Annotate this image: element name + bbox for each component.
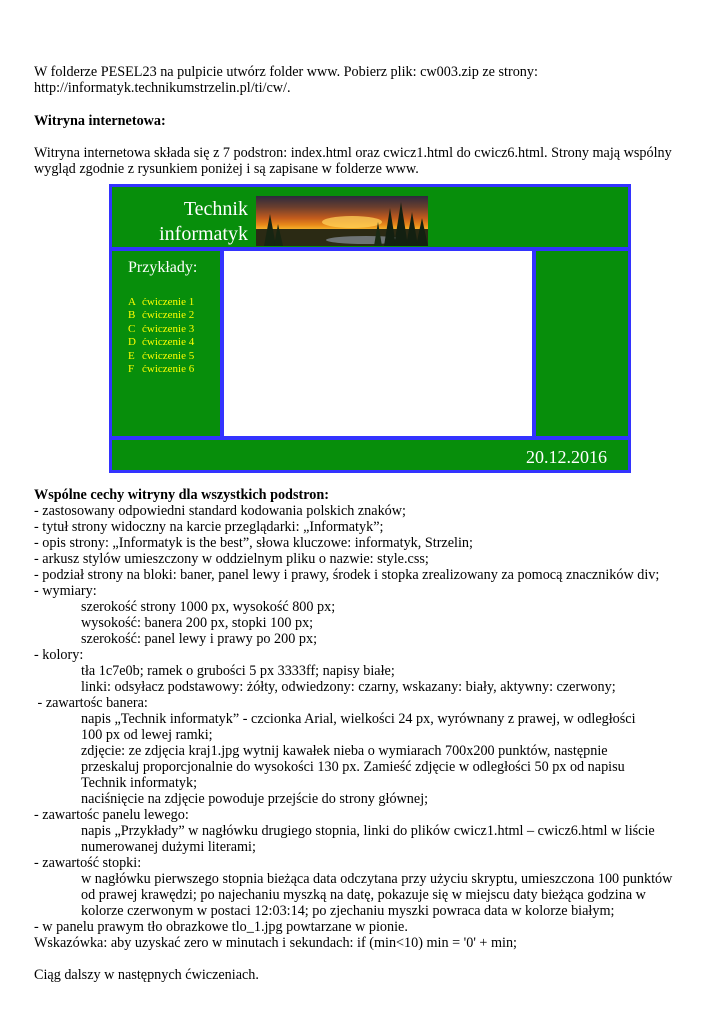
feature-line: - zawartośc panelu lewego: bbox=[34, 807, 189, 823]
feature-line: - tytuł strony widoczny na karcie przeglądarki: „Informatyk”; bbox=[34, 519, 384, 535]
feature-line: przeskaluj proporcjonalnie do wysokości 130 px. Zamieść zdjęcie w odległości 50 px od napisu bbox=[81, 759, 625, 775]
feature-line: - wymiary: bbox=[34, 583, 97, 599]
exercise-link[interactable] bbox=[128, 323, 194, 336]
sunset-forest-photo[interactable] bbox=[256, 196, 428, 246]
feature-line: - arkusz stylów umieszczony w oddzielnym pliku o nazwie: style.css; bbox=[34, 551, 429, 567]
exercise-link[interactable] bbox=[128, 296, 194, 309]
banner-title bbox=[112, 197, 248, 247]
feature-line: szerokość: panel lewy i prawy po 200 px; bbox=[81, 631, 318, 647]
hint-line: Wskazówka: aby uzyskać zero w minutach i sekundach: if (min<10) min = '0' + min; bbox=[34, 935, 517, 951]
feature-line: szerokość strony 1000 px, wysokość 800 px; bbox=[81, 599, 336, 615]
features-heading: Wspólne cechy witryny dla wszystkich podstron: bbox=[34, 487, 329, 503]
link-label: ćwiczenie 2 bbox=[142, 309, 195, 322]
footer-date[interactable]: 20.12.2016 bbox=[526, 447, 607, 467]
feature-line: - zawartośc banera: bbox=[34, 695, 148, 711]
feature-line: Technik informatyk; bbox=[81, 775, 198, 791]
feature-line: wysokość: banera 200 px, stopki 100 px; bbox=[81, 615, 314, 631]
figure-banner bbox=[109, 184, 631, 250]
link-label: ćwiczenie 5 bbox=[142, 349, 195, 362]
feature-line: 100 px od lewej ramki; bbox=[81, 727, 213, 743]
link-letter: B bbox=[128, 309, 136, 322]
feature-line: w nagłówku pierwszego stopnia bieżąca data odczytana przy użyciu skryptu, umieszczona 100 punktów bbox=[81, 871, 673, 887]
feature-line: - kolory: bbox=[34, 647, 84, 663]
link-letter: F bbox=[128, 363, 135, 376]
banner-title-line-1: Technik bbox=[183, 198, 248, 220]
feature-line: zdjęcie: ze zdjęcia kraj1.jpg wytnij kawałek nieba o wymiarach 700x200 punktów, następnie bbox=[81, 743, 608, 759]
banner-title-line-2: informatyk bbox=[159, 223, 248, 245]
feature-line: od prawej krawędzi; po najechaniu myszką na datę, pokazuje się w miejscu daty bieżąca godzina w bbox=[81, 887, 646, 903]
link-letter: E bbox=[128, 349, 135, 362]
figure-footer bbox=[109, 437, 631, 473]
feature-line: - opis strony: „Informatyk is the best”, słowa kluczowe: informatyk, Strzelin; bbox=[34, 535, 473, 551]
link-letter: D bbox=[128, 336, 136, 349]
exercise-links-list bbox=[128, 296, 194, 376]
feature-line: kolorze czerwonym w postaci 12:03:14; po zjechaniu myszki powraca data w kolorze białym; bbox=[81, 903, 615, 919]
description-line-1: Witryna internetowa składa się z 7 podstron: index.html oraz cwicz1.html do cwicz6.html. Strony mają wspólny bbox=[34, 145, 672, 161]
link-label: ćwiczenie 3 bbox=[142, 322, 195, 335]
feature-line: - zawartość stopki: bbox=[34, 855, 142, 871]
continuation-note: Ciąg dalszy w następnych ćwiczeniach. bbox=[34, 967, 259, 983]
link-letter: A bbox=[128, 296, 136, 308]
intro-line-1: W folderze PESEL23 na pulpicie utwórz folder www. Pobierz plik: cw003.zip ze strony: bbox=[34, 64, 538, 80]
feature-line: tła 1c7e0b; ramek o grubości 5 px 3333ff; napisy białe; bbox=[81, 663, 395, 679]
exercise-link[interactable] bbox=[128, 363, 194, 376]
feature-line: napis „Technik informatyk” - czcionka Arial, wielkości 24 px, wyrównany z prawej, w odległości bbox=[81, 711, 636, 727]
description-line-2: wygląd zgodnie z rysunkiem poniżej i są zapisane w folderze www. bbox=[34, 161, 419, 177]
feature-line: numerowanej dużymi literami; bbox=[81, 839, 256, 855]
link-letter: C bbox=[128, 322, 136, 335]
exercise-link[interactable] bbox=[128, 309, 194, 322]
section-heading: Witryna internetowa: bbox=[34, 113, 166, 129]
exercise-link[interactable] bbox=[128, 350, 194, 363]
left-panel-heading: Przykłady: bbox=[128, 259, 198, 276]
figure-right-panel bbox=[533, 248, 631, 439]
figure-center-content bbox=[221, 248, 535, 439]
feature-line: - zastosowany odpowiedni standard kodowania polskich znaków; bbox=[34, 503, 406, 519]
feature-line: linki: odsyłacz podstawowy: żółty, odwiedzony: czarny, wskazany: biały, aktywny: czerwony; bbox=[81, 679, 616, 695]
feature-line: naciśnięcie na zdjęcie powoduje przejście do strony głównej; bbox=[81, 791, 429, 807]
feature-line: - podział strony na bloki: baner, panel lewy i prawy, środek i stopka zrealizowany za pomocą znaczników div; bbox=[34, 567, 660, 583]
link-label: ćwiczenie 4 bbox=[142, 336, 195, 349]
intro-line-2: http://informatyk.technikumstrzelin.pl/ti/cw/. bbox=[34, 80, 291, 96]
exercise-link[interactable] bbox=[128, 336, 194, 349]
site-layout-figure bbox=[109, 184, 631, 473]
figure-left-panel bbox=[109, 248, 223, 439]
feature-line: - w panelu prawym tło obrazkowe tlo_1.jpg powtarzane w pionie. bbox=[34, 919, 408, 935]
link-label: ćwiczenie 1 bbox=[142, 296, 195, 308]
photo-artwork bbox=[256, 196, 428, 246]
feature-line: napis „Przykłady” w nagłówku drugiego stopnia, linki do plików cwicz1.html – cwicz6.html w liście bbox=[81, 823, 655, 839]
link-label: ćwiczenie 6 bbox=[142, 363, 195, 376]
